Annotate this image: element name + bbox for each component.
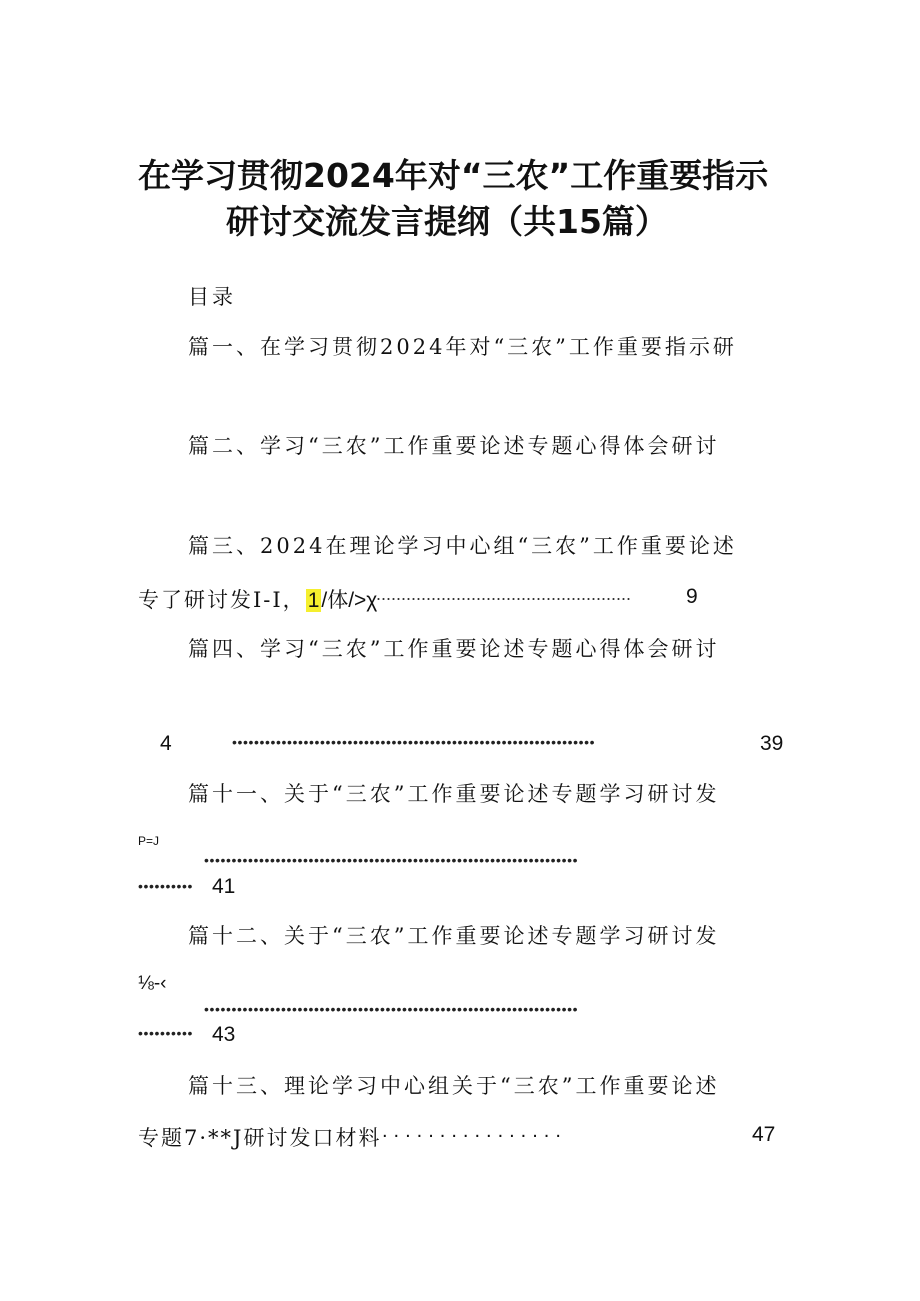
- toc-entry-3-continuation[interactable]: [138, 584, 377, 614]
- toc-entry-4-leader-dots: ••••••••••••••••••••••••••••••••••••••••••••••••••••••••••••••••••: [232, 734, 596, 750]
- toc-entry-11-page-number: 41: [212, 875, 236, 898]
- toc-entry-11[interactable]: 篇十一、关于“三农”工作重要论述专题学习研讨发: [188, 782, 720, 806]
- toc-entry-13-page-number: 47: [752, 1123, 776, 1146]
- toc-entry-3-cont-suffix: /体/>χ: [321, 589, 378, 612]
- document-title-line-1: 在学习贯彻2024年对“三农”工作重要指示: [138, 156, 769, 195]
- toc-entry-13-leader-dots: ................: [382, 1120, 567, 1142]
- toc-entry-4-page-number: 39: [760, 732, 784, 755]
- document-title-line-2: 研讨交流发言提纲（共15篇）: [226, 202, 668, 241]
- toc-entry-12-leader-dots-line-2: ••••••••••: [138, 1025, 194, 1041]
- toc-entry-3-highlight: 1: [307, 589, 320, 612]
- toc-entry-11-leader-dots-line-2: ••••••••••: [138, 878, 194, 894]
- toc-entry-4[interactable]: 篇四、学习“三农”工作重要论述专题心得体会研讨: [188, 637, 720, 661]
- toc-entry-3-cont-prefix: 专了研讨发I-I，: [138, 588, 306, 612]
- toc-entry-3-leader-dots: ...................................................: [376, 584, 632, 604]
- toc-entry-4-number: 4: [160, 732, 172, 755]
- toc-entry-3[interactable]: 篇三、2024在理论学习中心组“三农”工作重要论述: [188, 534, 737, 558]
- toc-entry-12-fragment: ⅛-‹: [138, 973, 167, 994]
- toc-entry-11-fragment: P=J: [138, 834, 160, 848]
- toc-heading: 目录: [188, 285, 236, 309]
- toc-entry-12[interactable]: 篇十二、关于“三农”工作重要论述专题学习研讨发: [188, 924, 720, 948]
- toc-entry-13-continuation[interactable]: 专题7·**J研讨发口材料: [138, 1126, 382, 1150]
- toc-entry-1[interactable]: 篇一、在学习贯彻2024年对“三农”工作重要指示研: [188, 335, 737, 359]
- toc-entry-3-page-number: 9: [686, 585, 698, 608]
- toc-entry-2[interactable]: 篇二、学习“三农”工作重要论述专题心得体会研讨: [188, 434, 720, 458]
- toc-entry-13[interactable]: 篇十三、理论学习中心组关于“三农”工作重要论述: [188, 1074, 720, 1098]
- toc-entry-12-page-number: 43: [212, 1023, 236, 1046]
- toc-entry-11-leader-dots-line-1: ••••••••••••••••••••••••••••••••••••••••••••••••••••••••••••••••••••: [204, 852, 579, 868]
- toc-entry-12-leader-dots-line-1: ••••••••••••••••••••••••••••••••••••••••••••••••••••••••••••••••••••: [204, 1001, 579, 1017]
